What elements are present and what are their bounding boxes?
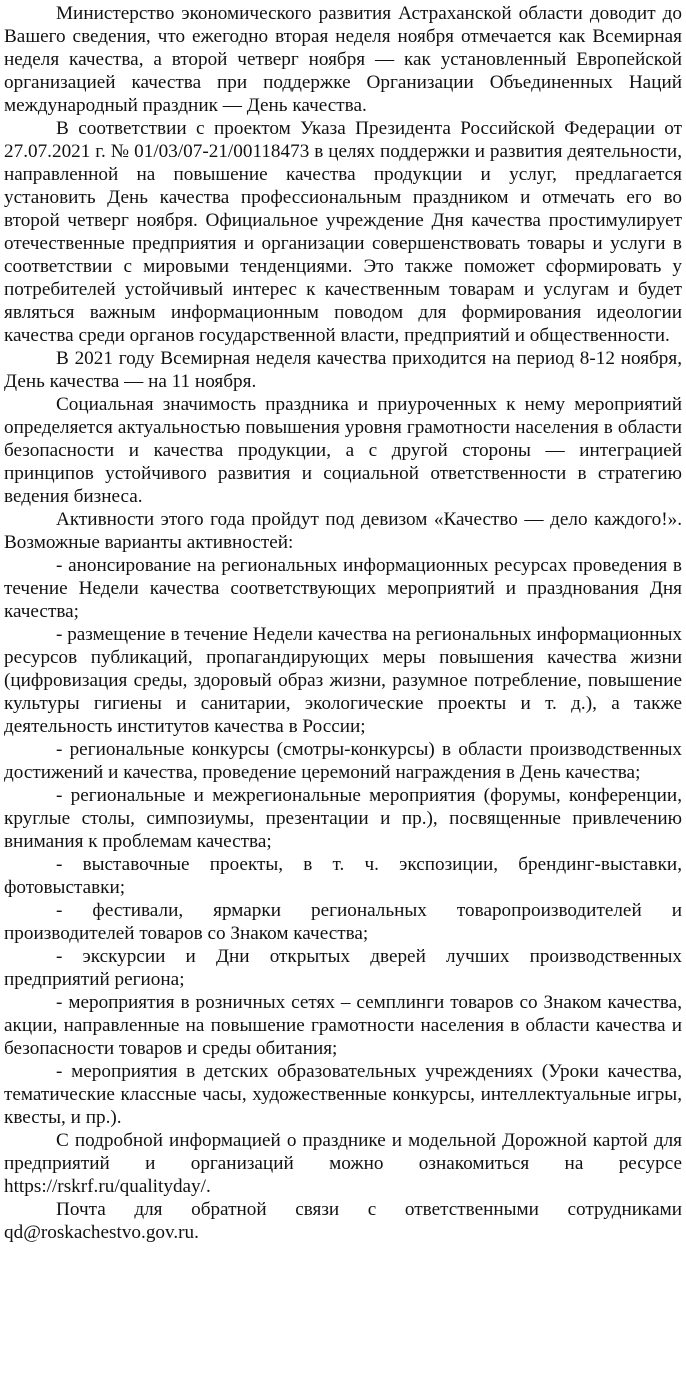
list-item: - выставочные проекты, в т. ч. экспозиции, брендинг-выставки, фотовыставки; [4, 854, 682, 898]
list-item: - размещение в течение Недели качества на региональных информационных ресурсов публикаций, пропагандирующих меры повышения качества жизни (цифровизация среды, здоровый образ жизни, разумное потребление, повышение культуры гигиены и санитарии, экологические проекты и т. д.), а также деятельность институтов качества в России; [4, 624, 682, 737]
intro-paragraph: Министерство экономического развития Астраханской области доводит до Вашего сведения, что ежегодно вторая неделя ноября отмечается как Всемирная неделя качества, а второй четверг ноября — как установленный Европейской организацией качества при поддержке Организации Объединенных Наций международный праздник — День качества. [4, 3, 682, 116]
list-item: - мероприятия в розничных сетях – семплинги товаров со Знаком качества, акции, направленные на повышение грамотности населения в области качества и безопасности товаров и среды обитания; [4, 992, 682, 1059]
resource-paragraph: С подробной информацией о празднике и модельной Дорожной картой для предприятий и организаций можно ознакомиться на ресурсе https://rskrf.ru/qualityday/. [4, 1130, 682, 1197]
dates-paragraph: В 2021 году Всемирная неделя качества приходится на период 8-12 ноября, День качества — на 11 ноября. [4, 348, 682, 392]
list-item: - региональные и межрегиональные мероприятия (форумы, конференции, круглые столы, симпозиумы, презентации и пр.), посвященные привлечению внимания к проблемам качества; [4, 785, 682, 852]
contact-paragraph: Почта для обратной связи с ответственными сотрудниками qd@roskachestvo.gov.ru. [4, 1199, 682, 1243]
list-item: - мероприятия в детских образовательных учреждениях (Уроки качества, тематические классные часы, художественные конкурсы, интеллектуальные игры, квесты, и пр.). [4, 1061, 682, 1128]
list-item: - региональные конкурсы (смотры-конкурсы) в области производственных достижений и качества, проведение церемоний награждения в День качества; [4, 739, 682, 783]
activities-list [4, 554, 682, 1129]
motto-paragraph: Активности этого года пройдут под девизом «Качество — дело каждого!». Возможные варианты активностей: [4, 509, 682, 553]
decree-paragraph: В соответствии с проектом Указа Президента Российской Федерации от 27.07.2021 г. № 01/03/07-21/00118473 в целях поддержки и развития деятельности, направленной на повышение качества продукции и услуг, предлагается установить День качества профессиональным праздником и отмечать его во второй четверг ноября. Официальное учреждение Дня качества простимулирует отечественные предприятия и организации совершенствовать товары и услуги в соответствии с мировыми тенденциями. Это также поможет сформировать у потребителей устойчивый интерес к качественным товарам и услугам и будет являться важным информационным поводом для формирования идеологии качества среди органов государственной власти, предприятий и общественности. [4, 118, 682, 346]
list-item: - фестивали, ярмарки региональных товаропроизводителей и производителей товаров со Знаком качества; [4, 900, 682, 944]
list-item: - анонсирование на региональных информационных ресурсах проведения в течение Недели качества соответствующих мероприятий и празднования Дня качества; [4, 555, 682, 622]
significance-paragraph: Социальная значимость праздника и приуроченных к нему мероприятий определяется актуальностью повышения уровня грамотности населения в области безопасности и качества продукции, а с другой стороны — интеграцией принципов устойчивого развития и социальной ответственности в стратегию ведения бизнеса. [4, 394, 682, 507]
list-item: - экскурсии и Дни открытых дверей лучших производственных предприятий региона; [4, 946, 682, 990]
